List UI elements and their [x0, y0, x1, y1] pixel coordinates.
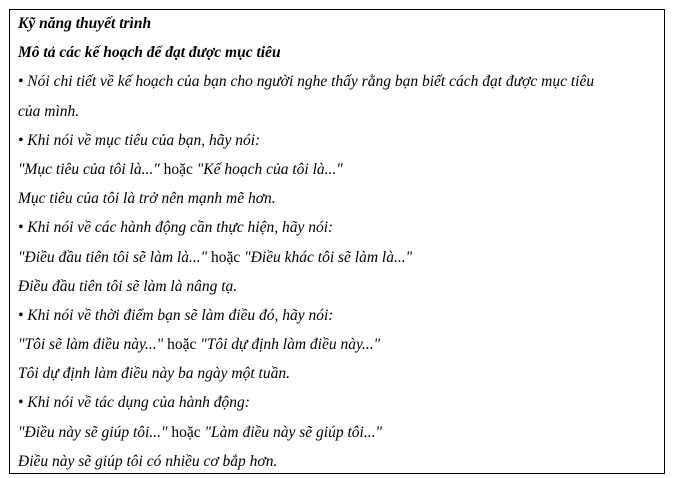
phrase-a: "Mục tiêu của tôi là...": [18, 160, 160, 178]
phrase-a: "Điều này sẽ giúp tôi...": [18, 423, 168, 441]
phrase-a: "Điều đầu tiên tôi sẽ làm là...": [18, 248, 208, 266]
phrase-b: "Tôi dự định làm điều này...": [200, 336, 381, 354]
section-actions-phrases: [18, 243, 663, 272]
section-actions-example: Điều đầu tiên tôi sẽ làm là nâng tạ.: [18, 277, 238, 295]
connector: hoặc: [163, 336, 201, 354]
phrase-b: "Điều khác tôi sẽ làm là...": [244, 248, 413, 266]
connector: hoặc: [167, 423, 205, 441]
connector: hoặc: [207, 248, 245, 266]
section-effect-prompt: • Khi nói về tác dụng của hành động:: [18, 394, 250, 412]
document-subtitle: Mô tả các kế hoạch để đạt được mục tiêu: [18, 44, 281, 62]
phrase-b: "Làm điều này sẽ giúp tôi...": [204, 423, 382, 441]
section-goal-prompt: • Khi nói về mục tiêu của bạn, hãy nói:: [18, 131, 261, 149]
section-effect-phrases: [18, 418, 663, 447]
section-goal-example: Mục tiêu của tôi là trở nên mạnh mẽ hơn.: [18, 190, 276, 208]
document-title: Kỹ năng thuyết trình: [18, 15, 152, 32]
section-effect-example: Điều này sẽ giúp tôi có nhiều cơ bắp hơn.: [18, 452, 278, 470]
section-timing-example: Tôi dự định làm điều này ba ngày một tuần.: [18, 365, 290, 383]
intro-text-line-2: của mình.: [18, 102, 80, 120]
connector: hoặc: [159, 160, 197, 178]
intro-text-line-1: • Nói chi tiết về kế hoạch của bạn cho người nghe thấy rằng bạn biết cách đạt được mục tiêu: [18, 73, 595, 91]
section-timing-prompt: • Khi nói về thời điểm bạn sẽ làm điều đó, hãy nói:: [18, 306, 334, 324]
section-timing-phrases: [18, 330, 663, 359]
phrase-b: "Kế hoạch của tôi là...": [196, 160, 343, 178]
section-actions-prompt: • Khi nói về các hành động cần thực hiện, hãy nói:: [18, 219, 334, 237]
section-goal-phrases: [18, 155, 663, 184]
document-content: [18, 9, 663, 476]
phrase-a: "Tôi sẽ làm điều này...": [18, 336, 164, 354]
